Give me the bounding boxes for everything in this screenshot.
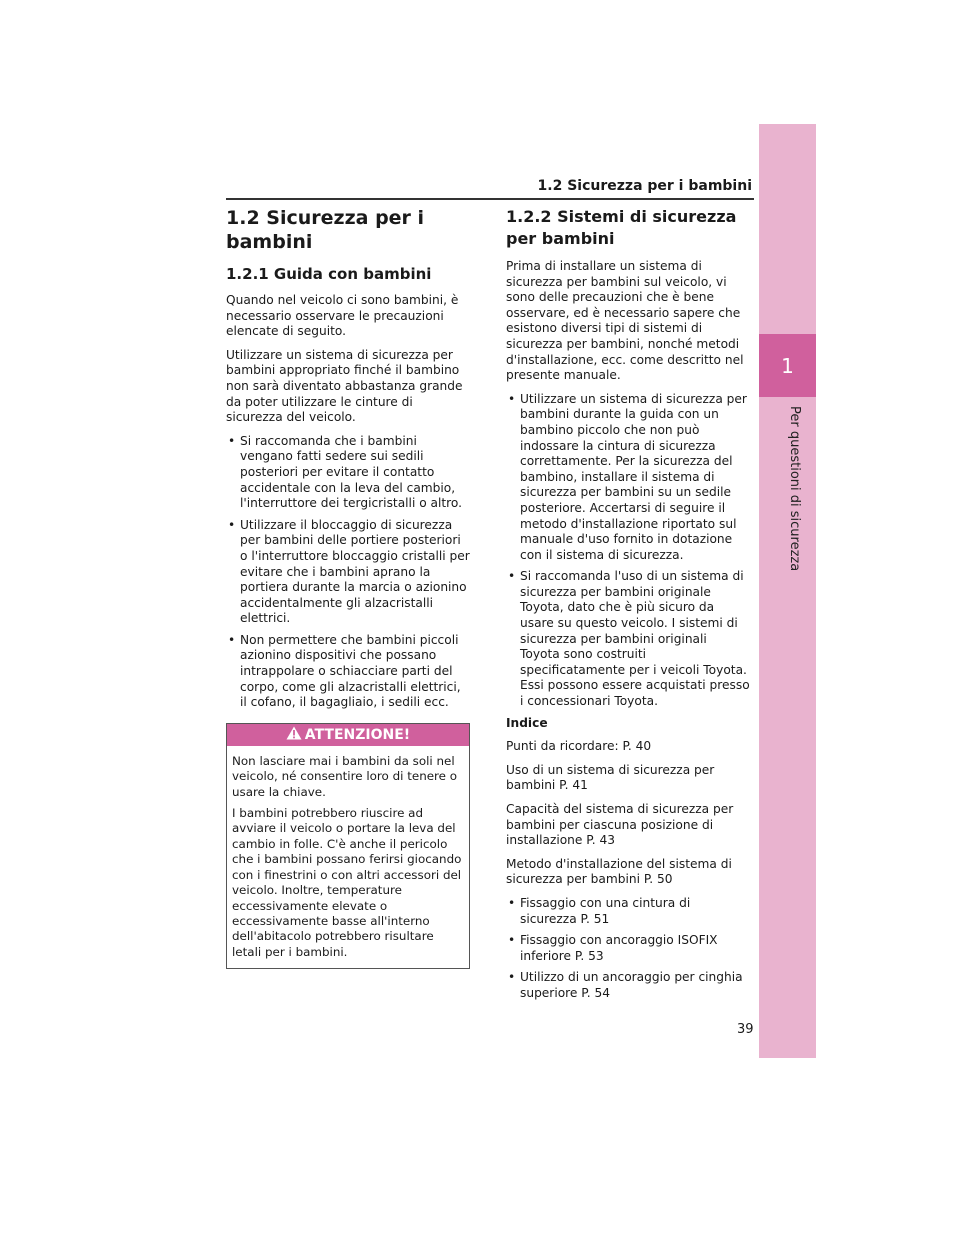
header-rule xyxy=(226,198,754,200)
warning-title: ATTENZIONE! xyxy=(304,726,411,743)
list-item: • Non permettere che bambini piccoli azionino dispositivi che possano intrappolare o schiacciare parti del corpo, come gli alzacristalli elettrici, il cofano, il bagagliaio, i sedili ecc. xyxy=(226,633,470,711)
index-subentry[interactable]: • Fissaggio con una cintura di sicurezza P. 51 xyxy=(506,896,750,927)
running-header: 1.2 Sicurezza per i bambini xyxy=(537,178,752,194)
section-title: 1.2 Sicurezza per i bambini xyxy=(226,207,425,253)
right-column xyxy=(506,206,750,1008)
chapter-number-badge: 1 xyxy=(759,334,816,397)
index-subentry[interactable]: • Fissaggio con ancoraggio ISOFIX inferiore P. 53 xyxy=(506,933,750,964)
warning-box xyxy=(226,723,470,969)
index-entry[interactable]: Uso di un sistema di sicurezza per bambini P. 41 xyxy=(506,762,715,793)
page-number: 39 xyxy=(737,1022,754,1037)
bullet-list xyxy=(226,434,470,711)
index-entry[interactable]: Capacità del sistema di sicurezza per bambini per ciascuna posizione di installazione P. 43 xyxy=(506,802,734,848)
paragraph: Prima di installare un sistema di sicurezza per bambini sul veicolo, vi sono delle precauzioni che è bene osservare, ed è necessario sapere che esistono diversi tipi di sistemi di sicurezza per bambini, nonché metodi d'installazione, ecc. come descritto nel presente manuale. xyxy=(506,259,744,383)
left-column xyxy=(226,206,470,969)
list-item: • Utilizzare il bloccaggio di sicurezza per bambini delle portiere posteriori o l'interruttore bloccaggio cristalli per evitare che i bambini aprano la portiera durante la marcia o azionino accidentalmente gli alzacristalli elettrici. xyxy=(226,518,470,627)
bullet-list xyxy=(506,392,750,710)
paragraph: Quando nel veicolo ci sono bambini, è necessario osservare le precauzioni elencate di seguito. xyxy=(226,293,459,339)
index-sublist xyxy=(506,896,750,1002)
chapter-side-tab xyxy=(759,124,816,1058)
subsection-title: 1.2.1 Guida con bambini xyxy=(226,265,432,283)
index-heading: Indice xyxy=(506,715,548,730)
list-item: • Si raccomanda che i bambini vengano fatti sedere sui sedili posteriori per evitare il contatto accidentale con la leva del cambio, l'interruttore dei tergicristalli o altro. xyxy=(226,434,470,512)
warning-paragraph: Non lasciare mai i bambini da soli nel veicolo, né consentire loro di tenere o usare la chiave. xyxy=(232,753,458,799)
index-entry[interactable]: Punti da ricordare: P. 40 xyxy=(506,739,652,754)
index-subentry[interactable]: • Utilizzo di un ancoraggio per cinghia superiore P. 54 xyxy=(506,970,750,1001)
warning-header xyxy=(227,724,469,746)
warning-body xyxy=(227,746,469,968)
subsection-title: 1.2.2 Sistemi di sicurezza per bambini xyxy=(506,207,737,248)
warning-triangle-icon xyxy=(286,726,302,744)
warning-paragraph: I bambini potrebbero riuscire ad avviare il veicolo o portare la leva del cambio in folle. C'è anche il pericolo che i bambini possano ferirsi giocando con i finestrini o con altri accessori del veicolo. Inoltre, temperature eccessivamente elevate o eccessivamente basse all'interno dell'abitacolo potrebbero risultare letali per i bambini. xyxy=(232,806,462,959)
chapter-label: Per questioni di sicurezza xyxy=(787,406,802,572)
list-item: • Si raccomanda l'uso di un sistema di sicurezza per bambini originale Toyota, dato che è più sicuro da usare su questo veicolo. I sistemi di sicurezza per bambini originali Toyota sono costruiti specificatamente per i veicoli Toyota. Essi possono essere acquistati presso i concessionari Toyota. xyxy=(506,569,750,709)
index-entry[interactable]: Metodo d'installazione del sistema di sicurezza per bambini P. 50 xyxy=(506,856,732,887)
paragraph: Utilizzare un sistema di sicurezza per bambini appropriato finché il bambino non sarà diventato abbastanza grande da poter utilizzare le cinture di sicurezza del veicolo. xyxy=(226,347,463,425)
list-item: • Utilizzare un sistema di sicurezza per bambini durante la guida con un bambino piccolo che non può indossare la cintura di sicurezza correttamente. Per la sicurezza del bambino, installare il sistema di sicurezza per bambini su un sedile posteriore. Accertarsi di seguire il metodo d'installazione riportato sul manuale d'uso fornito in dotazione con il sistema di sicurezza. xyxy=(506,392,750,564)
